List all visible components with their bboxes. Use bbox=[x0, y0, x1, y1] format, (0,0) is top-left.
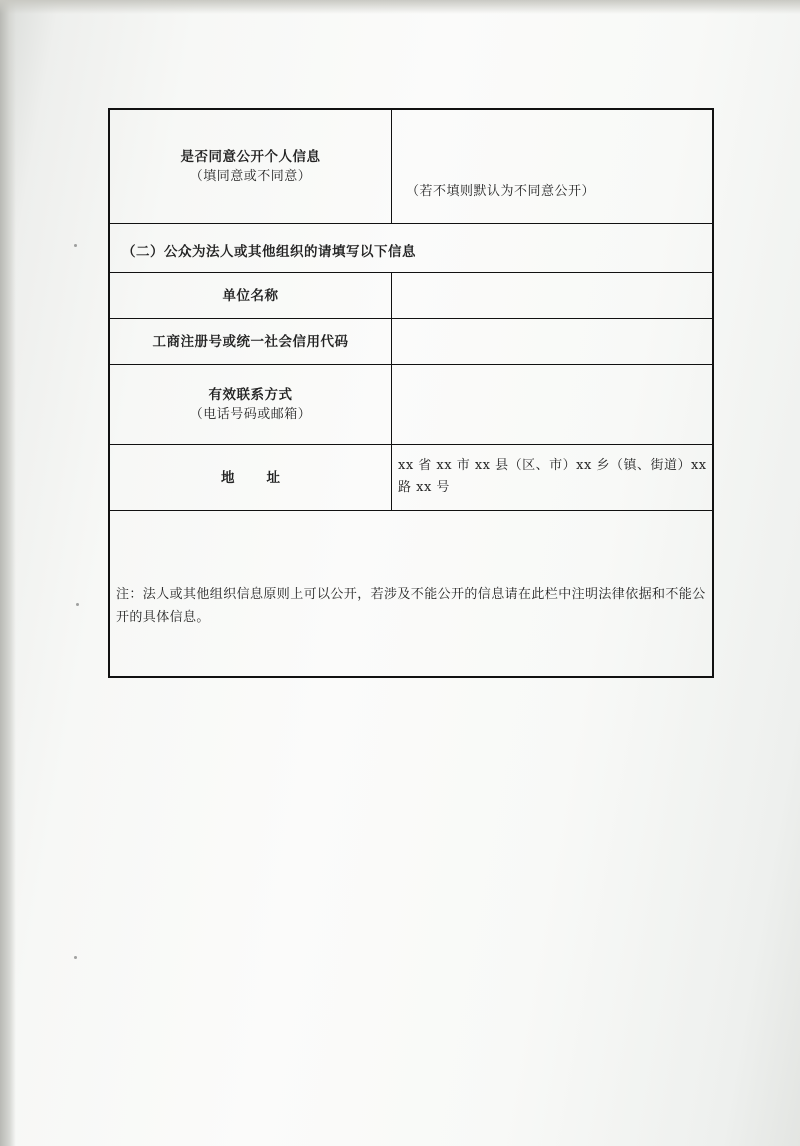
contact-label: 有效联系方式 bbox=[208, 386, 293, 403]
note-row bbox=[110, 511, 712, 676]
org-name-label-cell bbox=[110, 273, 392, 318]
section-header-row bbox=[110, 224, 712, 273]
consent-label-cell bbox=[110, 110, 392, 223]
reg-code-label-cell bbox=[110, 319, 392, 364]
paper-shadow-top bbox=[0, 0, 800, 14]
address-input-cell[interactable] bbox=[392, 445, 712, 510]
info-form-table bbox=[108, 108, 714, 678]
address-label: 地址 bbox=[221, 469, 312, 486]
org-name-row bbox=[110, 273, 712, 319]
consent-input-cell[interactable] bbox=[392, 110, 712, 223]
paper-shadow-left bbox=[0, 0, 16, 1146]
reg-code-row bbox=[110, 319, 712, 365]
address-value: xx 省 xx 市 xx 县（区、市）xx 乡（镇、街道）xx 路 xx 号 bbox=[398, 458, 707, 495]
section-title: （二）公众为法人或其他组织的请填写以下信息 bbox=[122, 244, 416, 260]
note-text: 注：法人或其他组织信息原则上可以公开，若涉及不能公开的信息请在此栏中注明法律依据和不能公开的具体信息。 bbox=[116, 587, 706, 625]
paper-speck bbox=[74, 244, 77, 247]
contact-sublabel: （电话号码或邮箱） bbox=[189, 406, 312, 422]
contact-label-cell bbox=[110, 365, 392, 444]
reg-code-label: 工商注册号或统一社会信用代码 bbox=[152, 333, 349, 350]
contact-row bbox=[110, 365, 712, 445]
reg-code-input-cell[interactable] bbox=[392, 319, 712, 364]
consent-sublabel: （填同意或不同意） bbox=[189, 168, 312, 184]
address-row bbox=[110, 445, 712, 511]
contact-input-cell[interactable] bbox=[392, 365, 712, 444]
consent-label: 是否同意公开个人信息 bbox=[180, 148, 321, 165]
address-label-cell bbox=[110, 445, 392, 510]
org-name-input-cell[interactable] bbox=[392, 273, 712, 318]
consent-hint: （若不填则默认为不同意公开） bbox=[406, 184, 596, 199]
consent-row bbox=[110, 110, 712, 224]
paper-speck bbox=[76, 603, 79, 606]
org-name-label: 单位名称 bbox=[222, 287, 279, 304]
paper-speck bbox=[74, 956, 77, 959]
